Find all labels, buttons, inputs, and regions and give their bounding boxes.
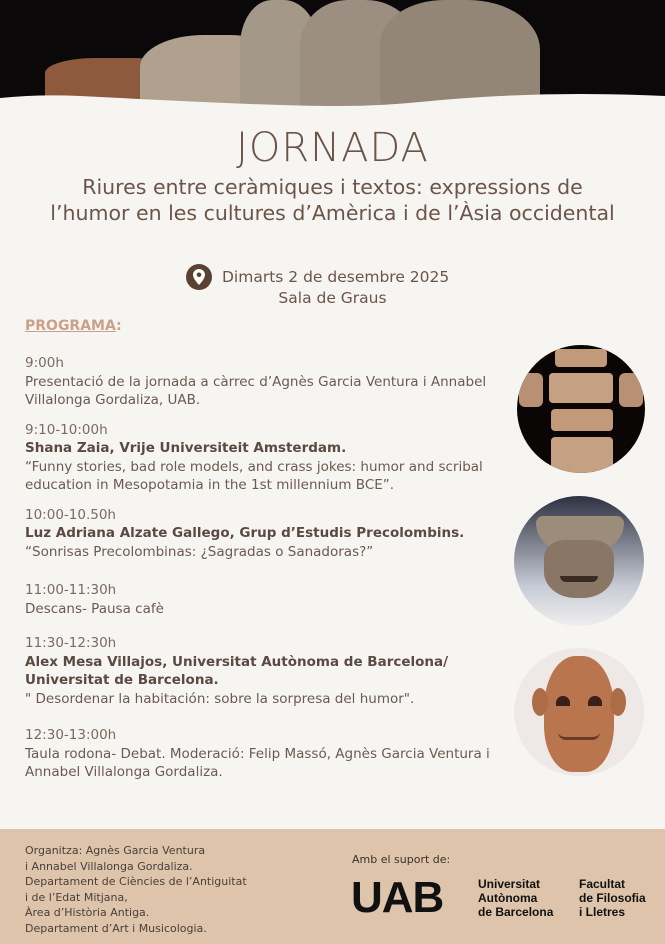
schedule-text: “Funny stories, bad role models, and crass jokes: humor and scribal education in Mesopotamia in the 1st millennium BCE”. [25,458,483,493]
schedule-item [25,506,505,562]
uab-logo: UAB [351,873,444,922]
schedule-list [25,354,505,793]
schedule-time: 9:10-10:00h [25,421,108,438]
smiling-precolumbian-head-image [514,496,644,626]
event-date-row [186,264,449,290]
schedule-text: " Desordenar la habitación: sobre la sorpresa del humor". [25,690,415,707]
schedule-text: “Sonrisas Precolombinas: ¿Sagradas o Sanadoras?” [25,543,374,560]
schedule-text: Presentació de la jornada a càrrec d’Agnès Garcia Ventura i Annabel Villalonga Gordaliza, UAB. [25,373,487,408]
event-venue: Sala de Graus [278,289,387,307]
schedule-speaker: Shana Zaia, Vrije Universiteit Amsterdam. [25,440,347,456]
schedule-text: Descans- Pausa cafè [25,600,164,617]
support-label: Amb el suport de: [352,853,451,866]
cuneiform-tablet-image [517,345,645,473]
schedule-time: 9:00h [25,355,64,371]
schedule-speaker: Alex Mesa Villajos, Universitat Autònoma de Barcelona/ Universitat de Barcelona. [25,653,449,688]
schedule-item [25,421,505,495]
uab-name: Universitat Autònoma de Barcelona [478,877,554,919]
schedule-text: Taula rodona- Debat. Moderació: Felip Massó, Agnès Garcia Ventura i Annabel Villalonga Gordaliza. [25,745,490,780]
organizers: Organitza: Agnès Garcia Ventura i Annabel Villalonga Gordaliza. Departament de Ciències de l’Antiguitat i de l’Edat Mitjana, Àrea d’Història Antiga. Departament d’Art i Musicologia. [25,844,247,935]
schedule-item [25,634,505,708]
footer [0,829,665,944]
page-title: JORNADA [236,125,429,171]
schedule-item [25,581,505,618]
schedule-speaker: Luz Adriana Alzate Gallego, Grup d’Estudis Precolombins. [25,525,465,541]
event-subtitle: Riures entre ceràmiques i textos: expressions de l’humor en les cultures d’Amèrica i de l’Àsia occidental [50,175,615,225]
smiling-mask-image [514,648,644,776]
program-heading: PROGRAMA: [25,318,122,334]
schedule-item [25,354,505,410]
schedule-time: 11:30-12:30h [25,635,117,651]
event-date: Dimarts 2 de desembre 2025 [222,268,450,286]
map-pin-icon [186,264,212,290]
schedule-item [25,726,505,782]
hero-image-ceramic-figurines [0,0,665,120]
faculty-name: Facultat de Filosofia i Lletres [579,877,646,919]
schedule-time: 12:30-13:00h [25,727,117,743]
schedule-time: 11:00-11:30h [25,582,117,598]
schedule-time: 10:00-10.50h [25,506,116,523]
